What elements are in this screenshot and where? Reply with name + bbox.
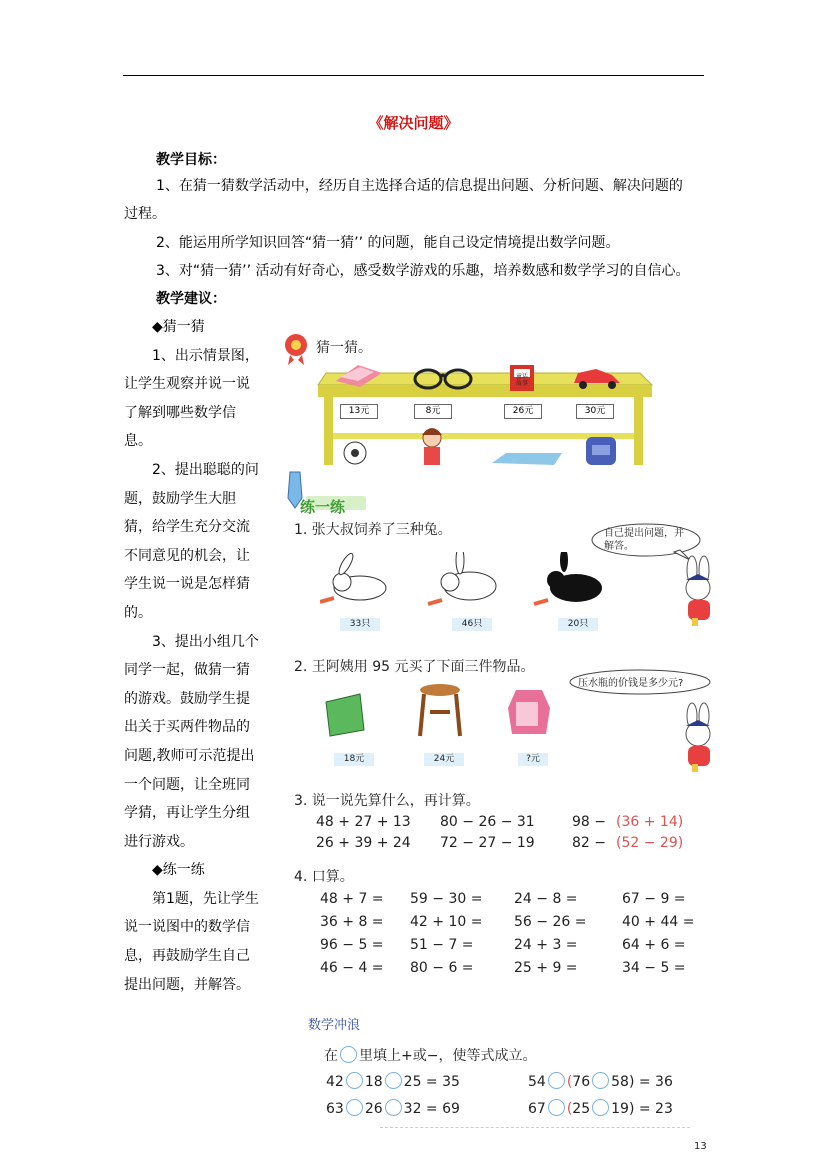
q4-text: 4. 口算。 bbox=[294, 869, 354, 885]
blank-circle[interactable] bbox=[340, 1046, 357, 1063]
rabbit-teacher-icon bbox=[670, 554, 724, 626]
guess-para-2: 2、提出聪聪的问题，鼓励学生大胆猜，给学生充分交流不同意见的机会，让学生说一说是怎样猜的。 bbox=[124, 461, 259, 621]
surf-num: 25 = 35 bbox=[403, 1074, 460, 1090]
surf-num: 25 bbox=[572, 1101, 591, 1117]
q3-expr: 72 − 27 − 19 bbox=[440, 835, 535, 851]
guess-para-3: 3、提出小组几个同学一起，做猜一猜的游戏。鼓励学生提出关于买两件物品的问题,教师可示范提出一个问题，让全班同学猜，再让学生分组进行游戏。 bbox=[124, 633, 259, 850]
q4-item: 40 + 44 = bbox=[622, 914, 695, 930]
surf-instr-b: 里填上+或−，使等式成立。 bbox=[359, 1048, 537, 1064]
guess-para-1: 1、出示情景图，让学生观察并说一说了解到哪些数学信息。 bbox=[124, 347, 259, 450]
objective-2: 2、能运用所学知识回答“猜一猜’’ 的问题，能自己设定情境提出数学问题。 bbox=[156, 235, 620, 251]
suggestions-heading: 教学建议： bbox=[156, 291, 226, 307]
q4-item: 67 − 9 = bbox=[622, 891, 686, 907]
green-book-icon bbox=[326, 694, 364, 736]
q3-expr: 82 − bbox=[572, 835, 606, 851]
blank-circle[interactable] bbox=[385, 1072, 402, 1089]
sidebar-text bbox=[124, 313, 259, 999]
practice-label: 练一练 bbox=[300, 498, 346, 516]
page-footer-rule bbox=[380, 1127, 690, 1128]
surf-num: 26 bbox=[364, 1101, 383, 1117]
surf-num: 18 bbox=[364, 1074, 383, 1090]
q3-text: 3. 说一说先算什么，再计算。 bbox=[294, 793, 480, 809]
item-price-2: 24元 bbox=[424, 753, 464, 766]
surf-instruction bbox=[324, 1045, 536, 1065]
page-title: 《解决问题》 bbox=[368, 114, 459, 132]
price-tag-car: 30元 bbox=[576, 404, 614, 419]
white-rabbit-icon bbox=[320, 552, 386, 602]
backpack-icon bbox=[586, 437, 616, 465]
q1-text: 1. 张大叔饲养了三种兔。 bbox=[294, 522, 452, 538]
q2-text: 2. 王阿姨用 95 元买了下面三件物品。 bbox=[294, 659, 535, 675]
price-tag-book: 26元 bbox=[504, 404, 542, 419]
header-rule bbox=[123, 75, 704, 76]
q3-expr: 26 + 39 + 24 bbox=[316, 835, 411, 851]
q4-item: 34 − 5 = bbox=[622, 960, 686, 976]
surf-num: 63 bbox=[326, 1101, 344, 1117]
q4-item: 24 + 3 = bbox=[514, 937, 578, 953]
rabbit-count-1: 33只 bbox=[340, 618, 380, 631]
q4-item: 25 + 9 = bbox=[514, 960, 578, 976]
stool-icon bbox=[420, 684, 460, 736]
rabbits-drawing bbox=[320, 552, 650, 608]
objective-3: 3、对“猜一猜’’ 活动有好奇心，感受数学游戏的乐趣，培养数感和数学学习的自信心。 bbox=[156, 263, 690, 279]
blank-circle[interactable] bbox=[346, 1072, 363, 1089]
blank-circle[interactable] bbox=[385, 1099, 402, 1116]
q4-item: 56 − 26 = bbox=[514, 914, 587, 930]
item-price-1: 18元 bbox=[334, 753, 374, 766]
q3-expr: 98 − bbox=[572, 814, 606, 830]
price-tag-eraser: 13元 bbox=[340, 404, 378, 419]
q4-item: 51 − 7 = bbox=[410, 937, 474, 953]
surf-num: 42 bbox=[326, 1074, 344, 1090]
surf-num: 32 = 69 bbox=[403, 1101, 460, 1117]
q1-bubble-text: 自己提出问题，并解答。 bbox=[604, 528, 684, 552]
guess-illustration bbox=[278, 325, 658, 465]
q4-item: 96 − 5 = bbox=[320, 937, 384, 953]
q4-item: 59 − 30 = bbox=[410, 891, 483, 907]
surf-num: 19 bbox=[611, 1101, 629, 1117]
q4-item: 42 + 10 = bbox=[410, 914, 483, 930]
surf-num: 58 bbox=[611, 1074, 629, 1090]
surf-num: ) = 23 bbox=[628, 1101, 673, 1117]
guess-heading: ◆猜一猜 bbox=[152, 319, 205, 335]
girl-icon bbox=[422, 428, 442, 465]
storybook-title: 童话故事 bbox=[515, 373, 528, 387]
black-rabbit-icon bbox=[534, 552, 602, 604]
surf-num: 76 bbox=[572, 1074, 591, 1090]
q3-expr: 48 + 27 + 13 bbox=[316, 814, 411, 830]
surf-num: ) = 36 bbox=[628, 1074, 673, 1090]
rabbit-student-icon bbox=[670, 702, 724, 774]
page-number: 13 bbox=[694, 1141, 707, 1152]
q4-item: 36 + 8 = bbox=[320, 914, 384, 930]
q4-item: 46 − 4 = bbox=[320, 960, 384, 976]
tray-icon bbox=[492, 453, 562, 465]
price-tag-glasses: 8元 bbox=[414, 404, 452, 419]
q2-bubble-text: 压水瓶的价钱是多少元? bbox=[578, 678, 684, 689]
blank-circle[interactable] bbox=[592, 1099, 609, 1116]
objective-1: 1、在猜一猜数学活动中，经历自主选择合适的信息提出问题、分析问题、解决问题的 bbox=[156, 178, 683, 194]
q4-item: 80 − 6 = bbox=[410, 960, 474, 976]
q3-expr: 80 − 26 − 31 bbox=[440, 814, 535, 830]
practice-panel: 练一练 1. 张大叔饲养了三种兔。 自己提出问题，并解答。 33只 46只 20只 2. 王阿姨用 95 元买了下面三件物品。 压水瓶的价钱是多少元? 18元 24元 ?元 3. 说一说先算什么，再计算。 48 + 27 + 13 80 − 26 − 31 98 − (36 + 14) 26 + 39 + 24 72 − 27 − 19 82 − (52 − 29) 4. 口算。 48 + 7 = 59 − 30 = 24 − 8 = 67 − 9 = 36 + 8 = 42 + 10 = 56 − 26 = 40 + 44 = 96 − 5 = 51 − 7 = 24 + 3 = 64 + 6 = 46 − 4 = 80 − 6 = 25 + 9 = 34 − 5 = 数学冲浪 在 里填上+或−，使等式成立。 42 18 25 = 35 54 (76 58) = 36 63 26 32 = 69 67 (25 19) = 23 bbox=[280, 468, 730, 1128]
items-drawing bbox=[320, 682, 560, 740]
rabbit-count-2: 46只 bbox=[452, 618, 492, 631]
surf-num: 54 bbox=[528, 1074, 546, 1090]
q4-grid bbox=[320, 891, 720, 991]
q3-paren: (36 + 14) bbox=[616, 814, 684, 830]
thermos-icon bbox=[508, 690, 550, 734]
ball-icon bbox=[344, 442, 366, 464]
q3-paren: (52 − 29) bbox=[616, 835, 684, 851]
white-rabbit-2-icon bbox=[428, 552, 496, 604]
practice-heading: ◆练一练 bbox=[152, 862, 205, 879]
surf-instr-a: 在 bbox=[324, 1048, 338, 1064]
blank-circle[interactable] bbox=[346, 1099, 363, 1116]
blank-circle[interactable] bbox=[592, 1072, 609, 1089]
objective-1-cont: 过程。 bbox=[124, 206, 166, 222]
blank-circle[interactable] bbox=[548, 1072, 565, 1089]
guess-label: 猜一猜。 bbox=[316, 340, 372, 356]
q4-item: 64 + 6 = bbox=[622, 937, 686, 953]
blank-circle[interactable] bbox=[548, 1099, 565, 1116]
surf-title: 数学冲浪 bbox=[308, 1018, 361, 1033]
q4-item: 48 + 7 = bbox=[320, 891, 384, 907]
surf-num: 67 bbox=[528, 1101, 546, 1117]
rabbit-count-3: 20只 bbox=[558, 618, 598, 631]
practice-para-1: 第1题，先让学生说一说图中的数学信息，再鼓励学生自己提出问题，并解答。 bbox=[124, 890, 259, 993]
item-price-3: ?元 bbox=[518, 753, 548, 766]
rosette-icon bbox=[285, 334, 307, 365]
objectives-heading: 教学目标： bbox=[156, 152, 226, 168]
q4-item: 24 − 8 = bbox=[514, 891, 578, 907]
